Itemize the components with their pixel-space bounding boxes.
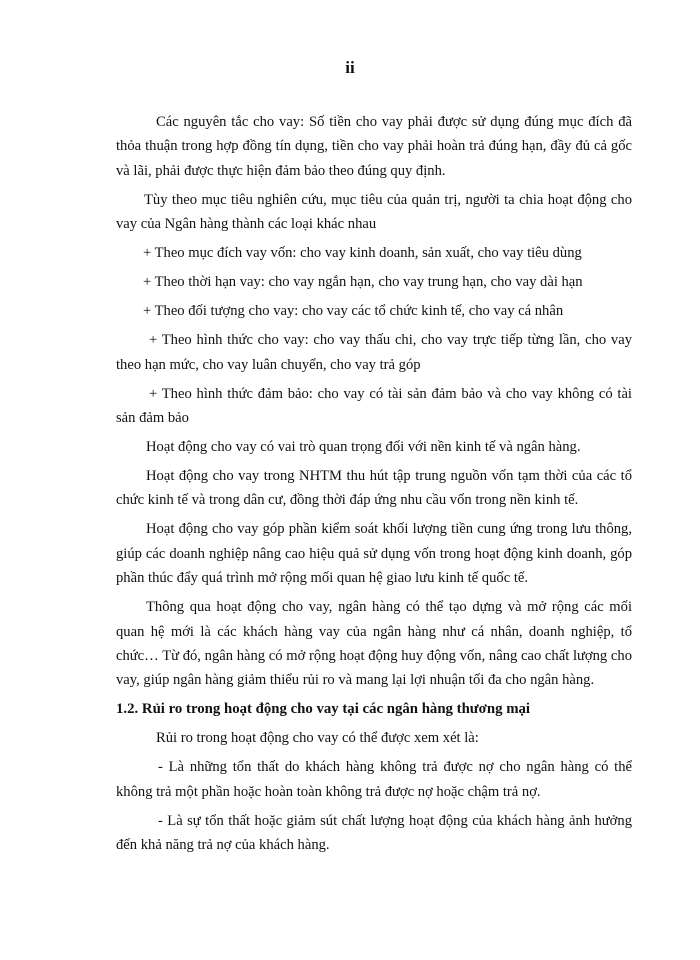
paragraph-role-of-lending: Hoạt động cho vay có vai trò quan trọng đối với nền kinh tế và ngân hàng.: [146, 439, 581, 456]
paragraph-lending-principles: Các nguyên tắc cho vay: Số tiền cho vay phải được sử dụng đúng mục đích đã thỏa thuận trong hợp đồng tín dụng, tiền cho vay phải hoàn trả đúng hạn, đầy đủ cả gốc và lãi, phải được thực hiện đảm bảo theo đúng quy định.: [116, 114, 632, 179]
page-body: [116, 110, 632, 862]
bullet-by-form: + Theo hình thức cho vay: cho vay thấu chi, cho vay trực tiếp từng lần, cho vay theo hạn mức, cho vay luân chuyển, cho vay trả góp: [116, 332, 632, 373]
paragraph-risk-intro: Rủi ro trong hoạt động cho vay có thể được xem xét là:: [156, 730, 479, 747]
bullet-by-borrower: + Theo đối tượng cho vay: cho vay các tổ chức kinh tế, cho vay cá nhân: [143, 303, 564, 320]
paragraph-money-supply-control: Hoạt động cho vay góp phần kiểm soát khối lượng tiền cung ứng trong lưu thông, giúp các doanh nghiệp nâng cao hiệu quả sử dụng vốn trong hoạt động kinh doanh, góp phần thúc đẩy quá trình mở rộng mối quan hệ giao lưu kinh tế quốc tế.: [116, 521, 632, 587]
paragraph-loan-classification: Tùy theo mục tiêu nghiên cứu, mục tiêu của quản trị, người ta chia hoạt động cho vay của Ngân hàng thành các loại khác nhau: [116, 191, 632, 233]
section-heading: 1.2. Rủi ro trong hoạt động cho vay tại các ngân hàng thương mại: [116, 701, 531, 718]
paragraph-customer-relations: Thông qua hoạt động cho vay, ngân hàng có thể tạo dựng và mở rộng các mối quan hệ mới là các khách hàng vay của ngân hàng như cá nhân, doanh nghiệp, tổ chức… Từ đó, ngân hàng có mở rộng hoạt động huy động vốn, nâng cao chất lượng cho vay, giúp ngân hàng giảm thiểu rủi ro và mang lại lợi nhuận tối đa cho ngân hàng.: [116, 599, 632, 689]
paragraph-capital-mobilization: Hoạt động cho vay trong NHTM thu hút tập trung nguồn vốn tạm thời của các tổ chức kinh tế và trong dân cư, đồng thời đáp ứng nhu cầu vốn trong nền kinh tế.: [116, 468, 632, 509]
bullet-by-collateral: + Theo hình thức đảm bảo: cho vay có tài sản đảm bảo và cho vay không có tài sản đảm bảo: [116, 385, 632, 427]
bullet-by-purpose: + Theo mục đích vay vốn: cho vay kinh doanh, sản xuất, cho vay tiêu dùng: [143, 245, 582, 262]
bullet-by-term: + Theo thời hạn vay: cho vay ngắn hạn, cho vay trung hạn, cho vay dài hạn: [143, 274, 583, 291]
page-number: ii: [345, 58, 355, 77]
paragraph-risk-definition-2: - Là sự tổn thất hoặc giảm sút chất lượng hoạt động của khách hàng ảnh hưởng đến khả năng trả nợ của khách hàng.: [116, 812, 632, 854]
paragraph-risk-definition-1: - Là những tổn thất do khách hàng không trả được nợ cho ngân hàng có thể không trả một phần hoặc hoàn toàn không trả được nợ hoặc chậm trả nợ.: [116, 759, 632, 800]
